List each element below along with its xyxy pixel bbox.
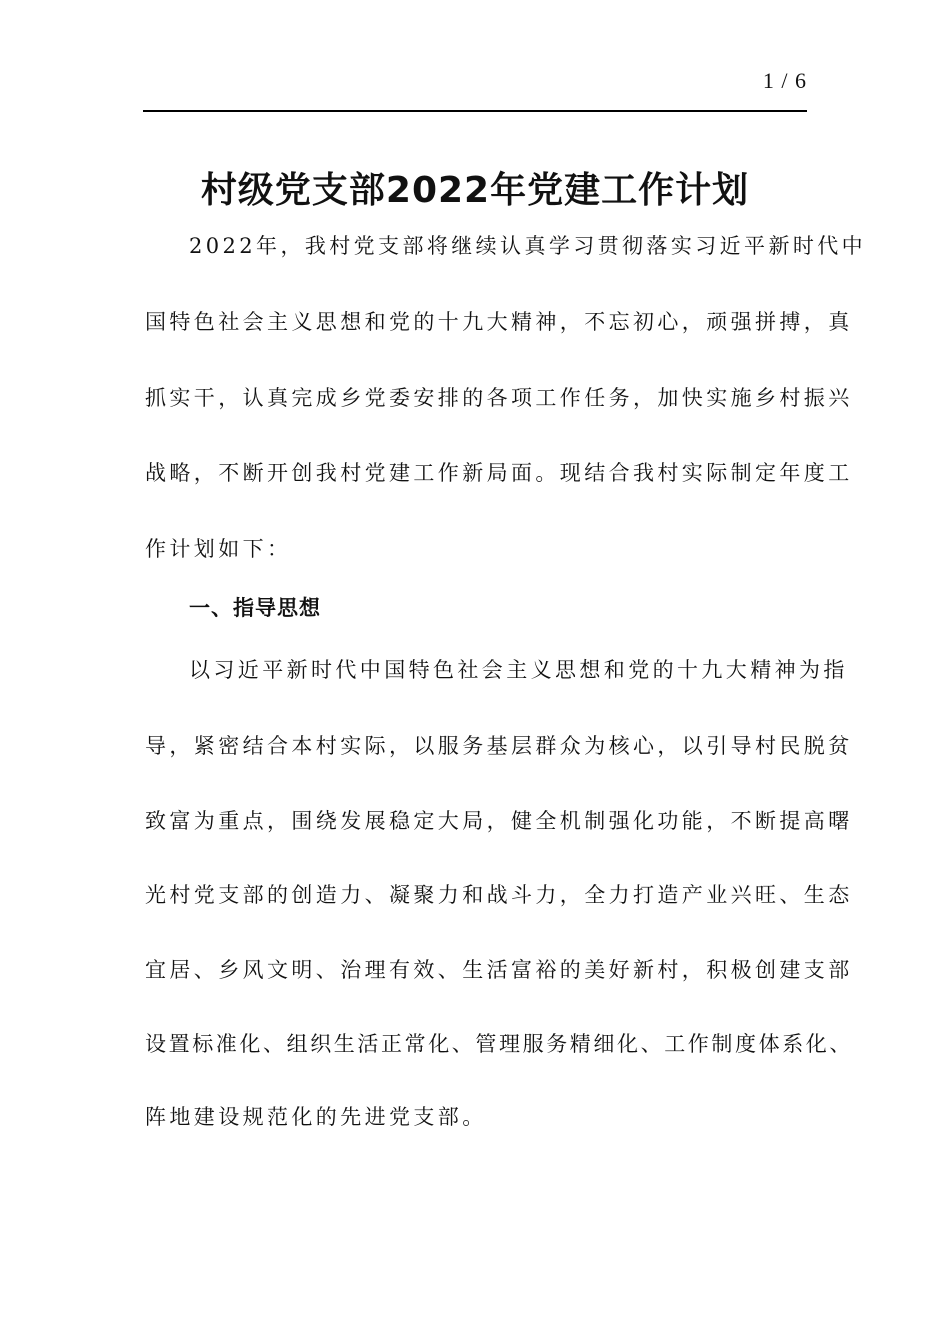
- paragraph-line: 光村党支部的创造力、凝聚力和战斗力，全力打造产业兴旺、生态: [145, 883, 853, 907]
- paragraph-line: 以习近平新时代中国特色社会主义思想和党的十九大精神为指: [189, 658, 848, 682]
- section-heading: 一、指导思想: [189, 596, 321, 620]
- document-title: 村级党支部2022年党建工作计划: [200, 170, 750, 211]
- paragraph-line: 2022年，我村党支部将继续认真学习贯彻落实习近平新时代中: [189, 234, 867, 258]
- paragraph-line: 导，紧密结合本村实际，以服务基层群众为核心，以引导村民脱贫: [145, 734, 853, 758]
- paragraph-line: 国特色社会主义思想和党的十九大精神，不忘初心，顽强拼搏，真: [145, 310, 853, 334]
- paragraph-line: 抓实干，认真完成乡党委安排的各项工作任务，加快实施乡村振兴: [145, 386, 853, 410]
- paragraph-line: 阵地建设规范化的先进党支部。: [145, 1105, 487, 1129]
- paragraph-line: 战略，不断开创我村党建工作新局面。现结合我村实际制定年度工: [145, 461, 853, 485]
- paragraph-line: 作计划如下：: [145, 537, 292, 561]
- page-number: 1 / 6: [762, 68, 807, 93]
- paragraph-line: 设置标准化、组织生活正常化、管理服务精细化、工作制度体系化、: [145, 1032, 853, 1056]
- paragraph-line: 宜居、乡风文明、治理有效、生活富裕的美好新村，积极创建支部: [145, 958, 853, 982]
- paragraph-line: 致富为重点，围绕发展稳定大局，健全机制强化功能，不断提高曙: [145, 809, 853, 833]
- header-divider: [143, 110, 807, 112]
